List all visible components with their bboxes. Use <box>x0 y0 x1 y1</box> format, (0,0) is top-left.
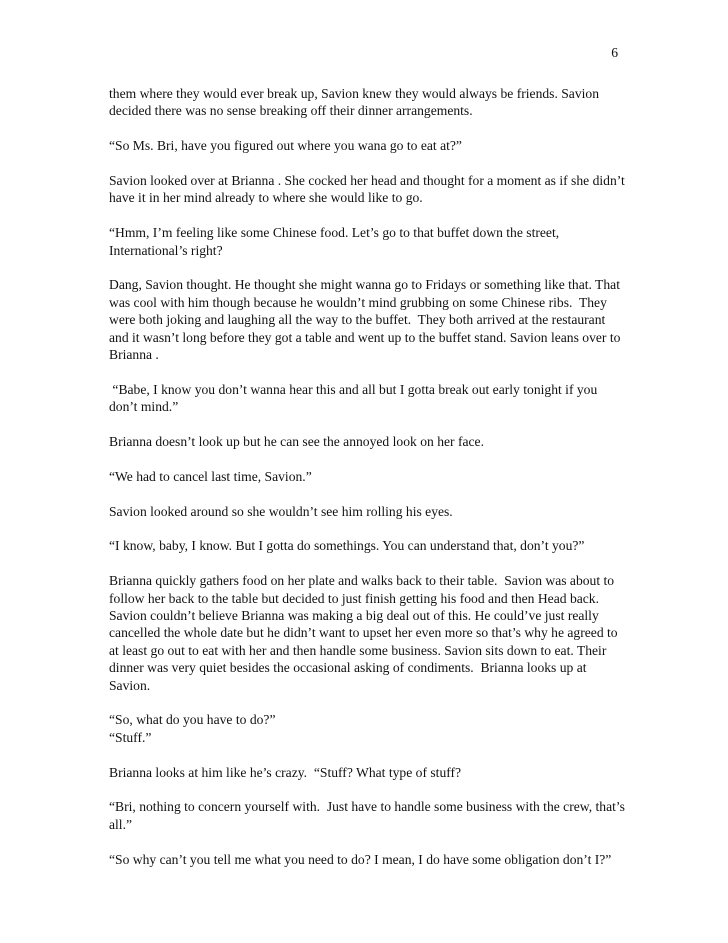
paragraph: Brianna doesn’t look up but he can see the annoyed look on her face. <box>109 434 484 450</box>
paragraph: Savion looked around so she wouldn’t see him rolling his eyes. <box>109 503 453 519</box>
paragraph: “So Ms. Bri, have you figured out where you wana go to eat at?” <box>109 138 462 154</box>
paragraph: Brianna quickly gathers food on her plate and walks back to their table. Savion was about to follow her back to the table but decided to just finish getting his food and then Head back. Savion couldn’t believe Brianna was making a big deal out of this. He could’ve just really cancelled the whole date but he didn’t want to upset her even more so that’s why he agreed to at least go out to eat with her and then handle some business. Savion sits down to eat. Their dinner was very quiet besides the occasional asking of condiments. Brianna looks up at Savion. <box>109 573 622 693</box>
paragraph: “So why can’t you tell me what you need to do? I mean, I do have some obligation don’t I?” <box>109 851 612 867</box>
page-number: 6 <box>611 45 618 60</box>
body-text <box>109 85 629 885</box>
paragraph: “I know, baby, I know. But I gotta do somethings. You can understand that, don’t you?” <box>109 538 585 554</box>
paragraph: Dang, Savion thought. He thought she might wanna go to Fridays or something like that. That was cool with him though because he wouldn’t mind grubbing on some Chinese ribs. They were both joking and laughing all the way to the buffet. They both arrived at the restaurant and it wasn’t long before they got a table and went up to the buffet stand. Savion leans over to Brianna . <box>109 277 624 363</box>
paragraph: “Babe, I know you don’t wanna hear this and all but I gotta break out early tonight if you don’t mind.” <box>109 381 601 415</box>
paragraph: Savion looked over at Brianna . She cocked her head and thought for a moment as if she didn’t have it in her mind already to where she would like to go. <box>109 173 629 206</box>
paragraph: “So, what do you have to do?” <box>109 712 276 728</box>
paragraph: “Hmm, I’m feeling like some Chinese food. Let’s go to that buffet down the street, International’s right? <box>109 225 563 258</box>
paragraph: “Stuff.” <box>109 729 152 745</box>
paragraph: “Bri, nothing to concern yourself with. Just have to handle some business with the crew, that’s all.” <box>109 799 629 832</box>
paragraph: Brianna looks at him like he’s crazy. “Stuff? What type of stuff? <box>109 764 462 780</box>
paragraph: “We had to cancel last time, Savion.” <box>109 468 312 484</box>
paragraph: them where they would ever break up, Savion knew they would always be friends. Savion decided there was no sense breaking off their dinner arrangements. <box>109 86 603 119</box>
